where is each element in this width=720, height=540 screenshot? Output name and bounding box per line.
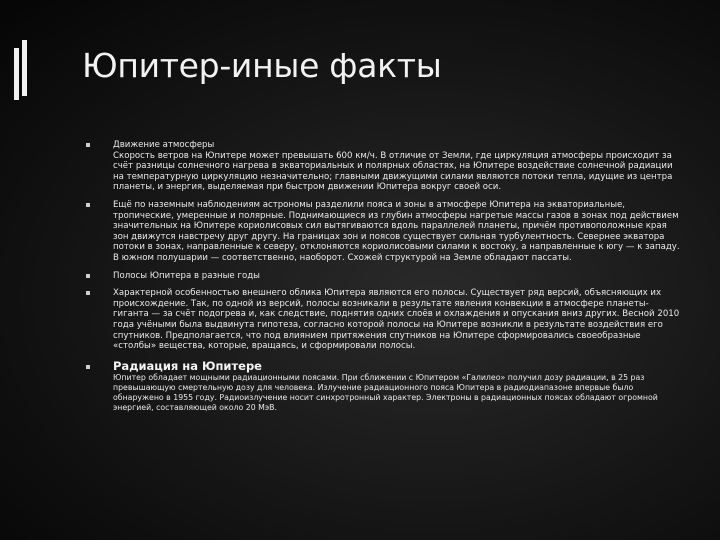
list-item-bands [86,288,682,352]
list-item-atmosphere [86,140,682,193]
list-item-belts-zones [86,200,682,264]
item-text: Ещё по наземным наблюдениям астрономы разделили пояса и зоны в атмосфере Юпитера на экваториальные, тропические, умеренные и полярные. Поднимающиеся из глубин атмосферы нагретые массы газов в зонах под действием значительных на Юпитере кориолисовых сил вытягиваются вдоль параллелей планеты, причём противоположные края зон движутся навстречу друг другу. На границах зон и поясов существует сильная турбулентность. Севернее экватора потоки в зонах, направленные к северу, отклоняются кориолисовыми силами к востоку, а направленные к югу — к западу. В южном полушарии — соответственно, наоборот. Схожей структурой на Земле обладают пассаты. [113,199,680,263]
bullet-icon [86,291,90,295]
bullet-icon [86,365,90,369]
decorative-bars [14,40,28,100]
item-text: Скорость ветров на Юпитере может превышать 600 км/ч. В отличие от Земли, где циркуляция атмосферы происходит за счёт разницы солнечного нагрева в экваториальных и полярных областях, на Юпитере воздействие солнечной радиации на температурную циркуляцию незначительно; главными движущими силами являются потоки тепла, идущие из центра планеты, и энергия, выделяемая при быстром движении Юпитера вокруг своей оси. [113,150,673,193]
item-heading: Радиация на Юпитере [113,358,262,373]
slide-title: Юпитер-иные факты [82,46,442,85]
item-text: Юпитер обладает мощными радиационными поясами. При сближении с Юпитером «Галилео» получил дозу радиации, в 25 раз превышающую смертельную дозу для человека. Излучение радиационного пояса Юпитера в радиодиапазоне впервые было обнаружено в 1955 году. Радиоизлучение носит синхротронный характер. Электроны в радиационных поясах обладают огромной энергией, составляющей около 20 МэВ. [113,372,658,413]
decorative-bar-right [22,40,27,96]
bullet-icon [86,203,90,207]
item-heading: Движение атмосферы [113,140,215,150]
item-heading: Полосы Юпитера в разные годы [113,270,260,281]
bullet-list [86,140,682,421]
item-text: Характерной особенностью внешнего облика Юпитера являются его полосы. Существует ряд версий, объясняющих их происхождение. Так, по одной из версий, полосы возникали в результате явления конвекции в атмосфере планеты-гиганта — за счёт подогрева и, как следствие, поднятия одних слоёв и охлаждения и опускания вниз других. Весной 2010 года учёными была выдвинута гипотеза, согласно которой полосы на Юпитере возникли в результате воздействия его спутников. Предполагается, что под влиянием притяжения спутников на Юпитере сформировались своеобразные «столбы» вещества, которые, вращаясь, и сформировали полосы. [113,288,680,352]
list-item-radiation [86,359,682,414]
decorative-bar-left [14,48,19,100]
bullet-icon [86,143,90,147]
bullet-icon [86,274,90,278]
list-item-bands-heading [86,271,682,282]
